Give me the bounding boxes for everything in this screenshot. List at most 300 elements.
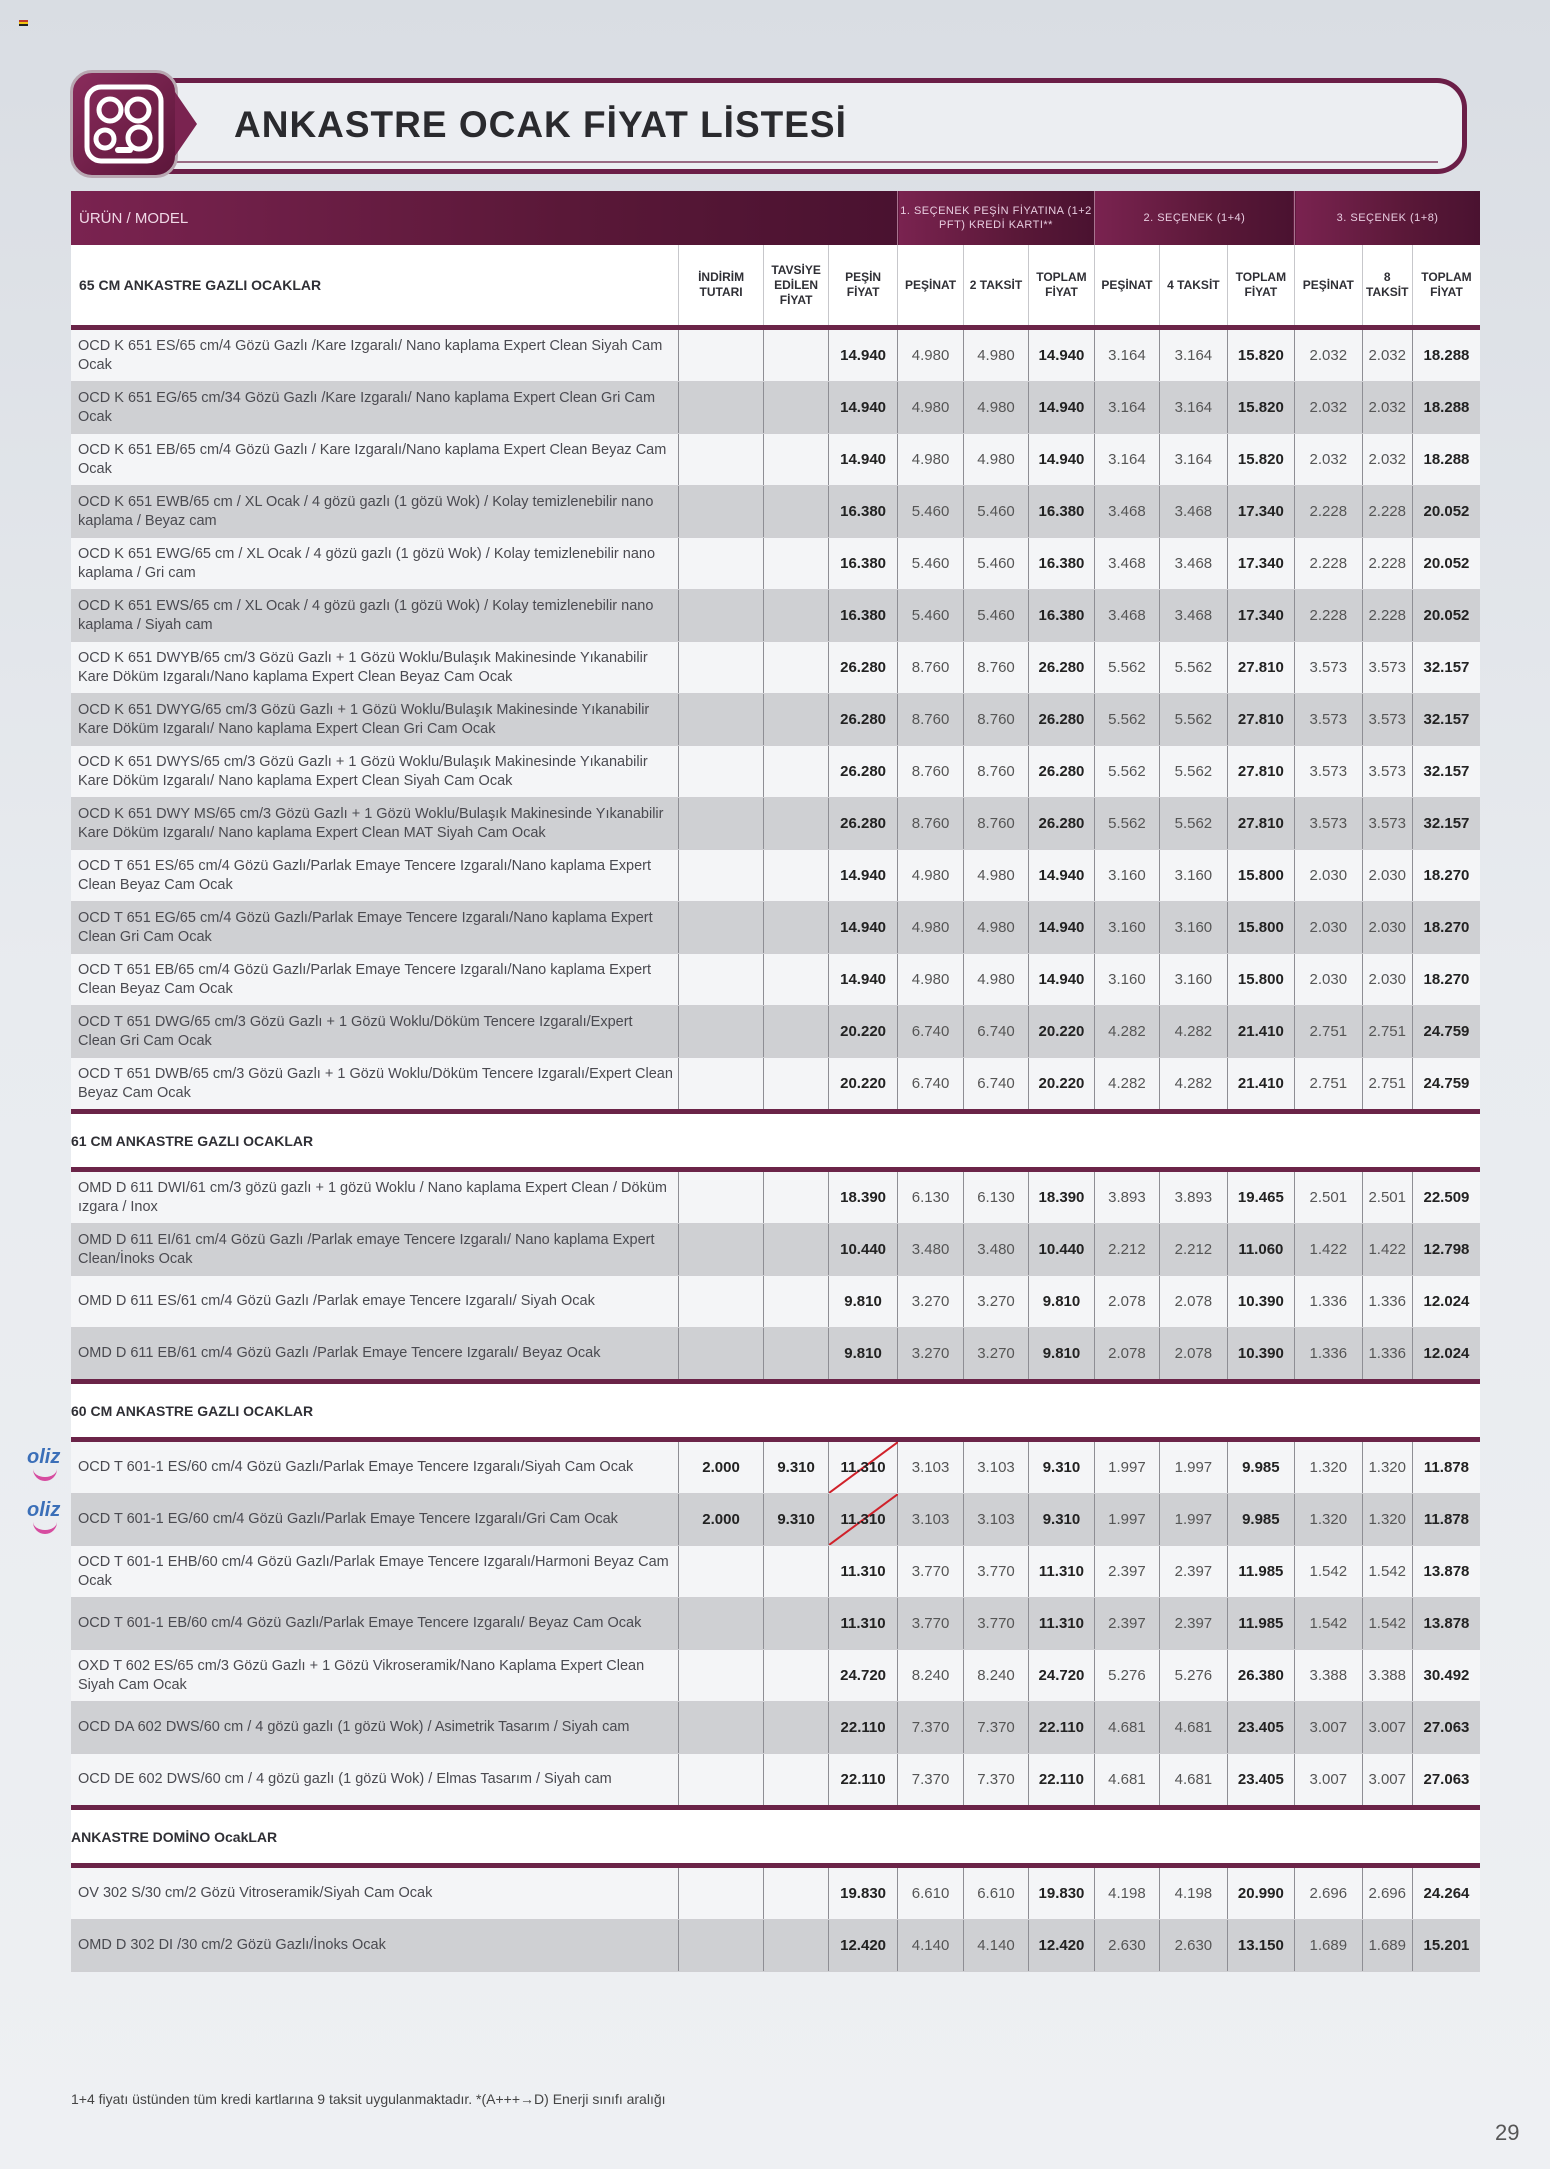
column-header: TOPLAM FİYAT — [1029, 245, 1094, 328]
price-cell — [764, 1702, 828, 1754]
price-cell: 26.280 — [1029, 694, 1094, 746]
price-cell: 3.573 — [1362, 798, 1412, 850]
price-cell: 3.388 — [1295, 1650, 1362, 1702]
price-cell: 5.460 — [963, 538, 1028, 590]
price-cell: 24.264 — [1412, 1866, 1480, 1920]
column-header: PEŞİNAT — [898, 245, 963, 328]
price-cell: 12.420 — [1029, 1920, 1094, 1972]
price-cell: 27.810 — [1227, 746, 1294, 798]
price-cell: 3.164 — [1094, 328, 1159, 382]
price-cell: 16.380 — [1029, 538, 1094, 590]
price-cell: 3.468 — [1094, 538, 1159, 590]
price-cell: 14.940 — [828, 850, 897, 902]
price-cell: 8.760 — [898, 746, 963, 798]
price-cell: 16.380 — [828, 590, 897, 642]
price-cell: 9.985 — [1227, 1494, 1294, 1546]
price-cell: 2.078 — [1160, 1276, 1227, 1328]
table-row — [71, 1650, 1480, 1702]
price-cell: 1.320 — [1362, 1494, 1412, 1546]
price-cell: 2.030 — [1295, 902, 1362, 954]
price-cell: 1.320 — [1362, 1440, 1412, 1494]
table-row — [71, 954, 1480, 1006]
price-cell: 3.770 — [898, 1546, 963, 1598]
price-cell: 5.276 — [1160, 1650, 1227, 1702]
price-cell: 2.212 — [1160, 1224, 1227, 1276]
section-row — [71, 1382, 1480, 1440]
price-cell: 1.997 — [1094, 1494, 1159, 1546]
table-row — [71, 1224, 1480, 1276]
table-row — [71, 642, 1480, 694]
price-cell — [764, 1920, 828, 1972]
price-cell: 14.940 — [1029, 902, 1094, 954]
table-row — [71, 1866, 1480, 1920]
price-cell: 4.140 — [963, 1920, 1028, 1972]
price-cell: 14.940 — [1029, 850, 1094, 902]
price-cell: 2.228 — [1362, 590, 1412, 642]
struck-price-value: 11.310 — [840, 1459, 886, 1476]
column-header: 8 TAKSİT — [1362, 245, 1412, 328]
price-cell: 16.380 — [828, 538, 897, 590]
model-name: OCD K 651 DWY MS/65 cm/3 Gözü Gazlı + 1 Gözü Woklu/Bulaşık Makinesinde Yıkanabilir Kare Döküm Izgaralı/ Nano kaplama Expert Clean MAT Siyah Cam Ocak — [71, 798, 678, 850]
price-cell: 4.681 — [1160, 1702, 1227, 1754]
price-cell: 11.310 — [1029, 1546, 1094, 1598]
model-name: OMD D 611 DWI/61 cm/3 gözü gazlı + 1 gözü Woklu / Nano kaplama Expert Clean / Döküm ızgara / Inox — [71, 1170, 678, 1224]
price-cell: 3.270 — [898, 1276, 963, 1328]
price-cell: 1.336 — [1362, 1328, 1412, 1382]
price-cell: 8.240 — [963, 1650, 1028, 1702]
price-cell: 22.509 — [1412, 1170, 1480, 1224]
price-cell: 24.720 — [1029, 1650, 1094, 1702]
price-cell — [764, 1754, 828, 1808]
price-cell: 1.997 — [1160, 1440, 1227, 1494]
price-cell: 7.370 — [963, 1702, 1028, 1754]
price-cell: 3.007 — [1362, 1702, 1412, 1754]
price-cell: 3.770 — [963, 1598, 1028, 1650]
price-cell — [678, 642, 764, 694]
model-name: OCD K 651 DWYG/65 cm/3 Gözü Gazlı + 1 Gözü Woklu/Bulaşık Makinesinde Yıkanabilir Kare Döküm Izgaralı/ Nano kaplama Expert Clean Gri Cam Ocak — [71, 694, 678, 746]
price-cell: 2.030 — [1362, 954, 1412, 1006]
table-row — [71, 902, 1480, 954]
price-cell — [764, 1170, 828, 1224]
price-cell: 3.007 — [1295, 1702, 1362, 1754]
price-cell: 10.390 — [1227, 1276, 1294, 1328]
price-cell — [678, 1546, 764, 1598]
price-cell: 22.110 — [1029, 1702, 1094, 1754]
model-name: OCD K 651 DWYB/65 cm/3 Gözü Gazlı + 1 Gözü Woklu/Bulaşık Makinesinde Yıkanabilir Kare Döküm Izgaralı/Nano kaplama Expert Clean Beyaz Cam Ocak — [71, 642, 678, 694]
price-cell — [678, 1276, 764, 1328]
column-header: İNDİRİM TUTARI — [678, 245, 764, 328]
price-cell — [678, 746, 764, 798]
price-cell: 4.980 — [963, 902, 1028, 954]
table-row — [71, 1006, 1480, 1058]
price-cell: 5.562 — [1160, 642, 1227, 694]
column-header: TAVSİYE EDİLEN FİYAT — [764, 245, 828, 328]
price-cell: 8.760 — [898, 642, 963, 694]
section-title: 60 CM ANKASTRE GAZLI OCAKLAR — [71, 1382, 1480, 1440]
price-cell: 20.220 — [828, 1006, 897, 1058]
price-cell: 7.370 — [898, 1702, 963, 1754]
oliz-smile-mark — [33, 1520, 57, 1534]
table-row — [71, 434, 1480, 486]
price-cell: 26.380 — [1227, 1650, 1294, 1702]
price-cell: 2.751 — [1295, 1058, 1362, 1112]
price-cell: 3.007 — [1295, 1754, 1362, 1808]
model-name: OCD DA 602 DWS/60 cm / 4 gözü gazlı (1 gözü Wok) / Asimetrik Tasarım / Siyah cam — [71, 1702, 678, 1754]
price-cell: 8.760 — [963, 798, 1028, 850]
price-cell — [764, 1598, 828, 1650]
price-cell: 18.288 — [1412, 328, 1480, 382]
price-cell: 4.681 — [1094, 1754, 1159, 1808]
column-header: PEŞİN FİYAT — [828, 245, 897, 328]
model-name: OCD T 601-1 EG/60 cm/4 Gözü Gazlı/Parlak Emaye Tencere Izgaralı/Gri Cam Ocak — [71, 1494, 678, 1546]
price-cell — [764, 590, 828, 642]
price-cell: 27.810 — [1227, 798, 1294, 850]
price-cell: 6.610 — [963, 1866, 1028, 1920]
price-cell: 9.310 — [1029, 1440, 1094, 1494]
price-cell: 21.410 — [1227, 1058, 1294, 1112]
price-cell: 22.110 — [1029, 1754, 1094, 1808]
price-cell: 2.228 — [1295, 538, 1362, 590]
price-cell: 32.157 — [1412, 642, 1480, 694]
price-cell: 18.270 — [1412, 850, 1480, 902]
table-row — [71, 1702, 1480, 1754]
price-cell: 2.030 — [1295, 954, 1362, 1006]
oliz-badge-icon — [27, 1500, 65, 1540]
price-cell — [764, 538, 828, 590]
price-cell: 20.052 — [1412, 486, 1480, 538]
price-cell: 10.440 — [1029, 1224, 1094, 1276]
price-cell: 3.160 — [1094, 954, 1159, 1006]
model-name: OMD D 302 DI /30 cm/2 Gözü Gazlı/İnoks Ocak — [71, 1920, 678, 1972]
price-cell: 16.380 — [1029, 590, 1094, 642]
price-cell: 9.310 — [1029, 1494, 1094, 1546]
table-row — [71, 1494, 1480, 1546]
price-cell: 5.276 — [1094, 1650, 1159, 1702]
column-header: TOPLAM FİYAT — [1227, 245, 1294, 328]
price-cell — [764, 746, 828, 798]
price-cell: 32.157 — [1412, 746, 1480, 798]
section-row — [71, 1112, 1480, 1170]
price-cell — [764, 694, 828, 746]
price-cell: 11.310 — [1029, 1598, 1094, 1650]
price-table — [71, 191, 1480, 1972]
price-cell — [678, 1598, 764, 1650]
price-cell: 4.681 — [1160, 1754, 1227, 1808]
price-cell: 3.893 — [1160, 1170, 1227, 1224]
model-name: OMD D 611 EI/61 cm/4 Gözü Gazlı /Parlak emaye Tencere Izgaralı/ Nano kaplama Expert Clean/İnoks Ocak — [71, 1224, 678, 1276]
price-cell: 3.103 — [898, 1440, 963, 1494]
price-cell: 6.740 — [963, 1058, 1028, 1112]
price-cell: 2.751 — [1295, 1006, 1362, 1058]
price-cell: 1.689 — [1295, 1920, 1362, 1972]
price-cell: 5.562 — [1094, 798, 1159, 850]
column-header: PEŞİNAT — [1295, 245, 1362, 328]
price-cell: 14.940 — [1029, 434, 1094, 486]
table-row — [71, 1276, 1480, 1328]
price-cell: 26.280 — [828, 746, 897, 798]
price-cell: 3.573 — [1362, 694, 1412, 746]
option-2-header: 2. SEÇENEK (1+4) — [1094, 191, 1294, 245]
table-row — [71, 590, 1480, 642]
oliz-logo-text: oliz — [27, 1445, 61, 1468]
price-cell: 4.282 — [1160, 1006, 1227, 1058]
price-cell: 14.940 — [1029, 382, 1094, 434]
price-cell: 2.032 — [1295, 434, 1362, 486]
table-row — [71, 1546, 1480, 1598]
price-cell — [764, 850, 828, 902]
price-cell: 4.980 — [898, 902, 963, 954]
price-cell: 11.310 — [828, 1546, 897, 1598]
price-cell — [678, 1866, 764, 1920]
table-row — [71, 1920, 1480, 1972]
price-cell: 9.310 — [764, 1494, 828, 1546]
price-cell: 8.240 — [898, 1650, 963, 1702]
model-name: OCD T 651 DWB/65 cm/3 Gözü Gazlı + 1 Gözü Woklu/Döküm Tencere Izgaralı/Expert Clean Beyaz Cam Ocak — [71, 1058, 678, 1112]
price-cell: 2.032 — [1295, 382, 1362, 434]
page-title: ANKASTRE OCAK FİYAT LİSTESİ — [234, 104, 847, 145]
price-cell: 18.288 — [1412, 434, 1480, 486]
price-cell: 2.078 — [1094, 1328, 1159, 1382]
model-name: OCD T 651 EG/65 cm/4 Gözü Gazlı/Parlak Emaye Tencere Izgaralı/Nano kaplama Expert Clean Gri Cam Ocak — [71, 902, 678, 954]
model-name: OCD T 601-1 EHB/60 cm/4 Gözü Gazlı/Parlak Emaye Tencere Izgaralı/Harmoni Beyaz Cam Ocak — [71, 1546, 678, 1598]
price-cell: 12.024 — [1412, 1276, 1480, 1328]
price-cell — [678, 590, 764, 642]
price-cell: 7.370 — [963, 1754, 1028, 1808]
price-cell: 1.542 — [1295, 1546, 1362, 1598]
price-cell: 9.985 — [1227, 1440, 1294, 1494]
price-cell: 4.980 — [963, 850, 1028, 902]
price-cell: 2.751 — [1362, 1058, 1412, 1112]
price-cell — [764, 902, 828, 954]
table-row — [71, 538, 1480, 590]
model-name: OCD T 651 DWG/65 cm/3 Gözü Gazlı + 1 Gözü Woklu/Döküm Tencere Izgaralı/Expert Clean Gri Cam Ocak — [71, 1006, 678, 1058]
price-cell — [678, 850, 764, 902]
price-cell: 11.310 — [828, 1598, 897, 1650]
price-cell: 3.164 — [1094, 382, 1159, 434]
price-cell: 3.573 — [1295, 746, 1362, 798]
price-cell: 3.468 — [1094, 486, 1159, 538]
price-cell — [764, 1006, 828, 1058]
price-cell — [678, 902, 764, 954]
price-cell: 2.032 — [1362, 382, 1412, 434]
struck-price-cell — [828, 1440, 897, 1494]
model-name: OMD D 611 ES/61 cm/4 Gözü Gazlı /Parlak emaye Tencere Izgaralı/ Siyah Ocak — [71, 1276, 678, 1328]
price-cell: 9.810 — [828, 1276, 897, 1328]
price-cell: 4.980 — [963, 328, 1028, 382]
price-cell: 32.157 — [1412, 694, 1480, 746]
price-cell: 26.280 — [1029, 642, 1094, 694]
price-cell: 11.878 — [1412, 1440, 1480, 1494]
price-cell: 26.280 — [1029, 746, 1094, 798]
price-cell: 3.573 — [1362, 746, 1412, 798]
price-cell: 3.160 — [1160, 850, 1227, 902]
table-row — [71, 694, 1480, 746]
price-cell: 3.164 — [1094, 434, 1159, 486]
price-cell: 6.740 — [963, 1006, 1028, 1058]
price-cell: 3.103 — [898, 1494, 963, 1546]
price-cell: 3.770 — [898, 1598, 963, 1650]
price-cell — [764, 1866, 828, 1920]
price-cell: 1.542 — [1295, 1598, 1362, 1650]
price-cell: 3.270 — [963, 1328, 1028, 1382]
price-cell — [678, 434, 764, 486]
price-cell: 3.468 — [1160, 590, 1227, 642]
price-cell — [764, 1328, 828, 1382]
column-header-row — [71, 245, 1480, 328]
price-cell: 19.830 — [828, 1866, 897, 1920]
table-body — [71, 245, 1480, 1972]
price-cell: 12.420 — [828, 1920, 897, 1972]
section-title: ANKASTRE DOMİNO OcakLAR — [71, 1808, 1480, 1866]
price-cell: 3.468 — [1160, 538, 1227, 590]
section-row — [71, 1808, 1480, 1866]
price-cell: 2.397 — [1094, 1546, 1159, 1598]
price-cell: 3.468 — [1094, 590, 1159, 642]
price-cell: 1.320 — [1295, 1494, 1362, 1546]
price-cell — [764, 1224, 828, 1276]
model-name: OCD K 651 EB/65 cm/4 Gözü Gazlı / Kare Izgaralı/Nano kaplama Expert Clean Beyaz Cam Ocak — [71, 434, 678, 486]
price-cell — [678, 1058, 764, 1112]
price-cell: 4.282 — [1160, 1058, 1227, 1112]
table-row — [71, 1598, 1480, 1650]
price-cell: 2.000 — [678, 1494, 764, 1546]
price-cell: 1.320 — [1295, 1440, 1362, 1494]
price-cell: 2.078 — [1094, 1276, 1159, 1328]
model-name: OXD T 602 ES/65 cm/3 Gözü Gazlı + 1 Gözü Vikroseramik/Nano Kaplama Expert Clean Siyah Cam Ocak — [71, 1650, 678, 1702]
table-row — [71, 382, 1480, 434]
price-cell: 3.164 — [1160, 434, 1227, 486]
price-cell: 22.110 — [828, 1754, 897, 1808]
price-cell: 3.480 — [898, 1224, 963, 1276]
price-cell: 3.103 — [963, 1440, 1028, 1494]
price-cell: 8.760 — [898, 798, 963, 850]
oliz-smile-mark — [33, 1467, 57, 1481]
price-cell: 2.032 — [1362, 328, 1412, 382]
table-row — [71, 1440, 1480, 1494]
price-cell: 8.760 — [963, 694, 1028, 746]
model-name: OCD K 651 ES/65 cm/4 Gözü Gazlı /Kare Izgaralı/ Nano kaplama Expert Clean Siyah Cam Ocak — [71, 328, 678, 382]
price-cell: 20.990 — [1227, 1866, 1294, 1920]
price-cell: 5.562 — [1160, 798, 1227, 850]
price-cell — [764, 486, 828, 538]
price-cell: 8.760 — [898, 694, 963, 746]
price-cell: 3.893 — [1094, 1170, 1159, 1224]
price-cell — [764, 1546, 828, 1598]
price-cell: 5.562 — [1160, 694, 1227, 746]
price-cell: 8.760 — [963, 642, 1028, 694]
column-header: TOPLAM FİYAT — [1412, 245, 1480, 328]
price-cell: 14.940 — [1029, 954, 1094, 1006]
price-cell: 23.405 — [1227, 1754, 1294, 1808]
price-cell: 2.696 — [1362, 1866, 1412, 1920]
price-cell: 1.336 — [1295, 1276, 1362, 1328]
price-cell: 5.562 — [1094, 642, 1159, 694]
price-cell: 2.501 — [1362, 1170, 1412, 1224]
price-cell: 11.985 — [1227, 1546, 1294, 1598]
price-cell: 12.798 — [1412, 1224, 1480, 1276]
price-cell: 17.340 — [1227, 538, 1294, 590]
struck-price-cell — [828, 1494, 897, 1546]
price-cell: 20.052 — [1412, 590, 1480, 642]
price-cell: 5.460 — [963, 590, 1028, 642]
price-cell: 3.007 — [1362, 1754, 1412, 1808]
table-row — [71, 1170, 1480, 1224]
price-cell: 30.492 — [1412, 1650, 1480, 1702]
column-header: PEŞİNAT — [1094, 245, 1159, 328]
price-cell: 14.940 — [828, 954, 897, 1006]
table-row — [71, 850, 1480, 902]
price-cell: 21.410 — [1227, 1006, 1294, 1058]
price-cell: 1.997 — [1094, 1440, 1159, 1494]
price-cell: 13.878 — [1412, 1546, 1480, 1598]
price-cell: 3.270 — [898, 1328, 963, 1382]
price-cell: 8.760 — [963, 746, 1028, 798]
price-cell: 20.220 — [1029, 1058, 1094, 1112]
price-cell: 14.940 — [1029, 328, 1094, 382]
model-name: OCD T 601-1 ES/60 cm/4 Gözü Gazlı/Parlak Emaye Tencere Izgaralı/Siyah Cam Ocak — [71, 1440, 678, 1494]
table-row — [71, 1328, 1480, 1382]
price-cell: 4.282 — [1094, 1058, 1159, 1112]
price-cell: 1.689 — [1362, 1920, 1412, 1972]
table-row — [71, 1754, 1480, 1808]
model-name: OV 302 S/30 cm/2 Gözü Vitroseramik/Siyah Cam Ocak — [71, 1866, 678, 1920]
price-cell: 5.562 — [1094, 694, 1159, 746]
price-cell: 5.460 — [898, 538, 963, 590]
price-cell: 2.030 — [1362, 850, 1412, 902]
model-name: OCD T 651 ES/65 cm/4 Gözü Gazlı/Parlak Emaye Tencere Izgaralı/Nano kaplama Expert Clean Beyaz Cam Ocak — [71, 850, 678, 902]
price-cell: 11.060 — [1227, 1224, 1294, 1276]
price-cell: 1.542 — [1362, 1546, 1412, 1598]
price-cell: 9.810 — [828, 1328, 897, 1382]
model-name: OCD K 651 EG/65 cm/34 Gözü Gazlı /Kare Izgaralı/ Nano kaplama Expert Clean Gri Cam Ocak — [71, 382, 678, 434]
price-cell: 15.820 — [1227, 434, 1294, 486]
table-row — [71, 1058, 1480, 1112]
price-cell: 2.078 — [1160, 1328, 1227, 1382]
price-cell: 14.940 — [828, 434, 897, 486]
price-cell: 4.980 — [963, 954, 1028, 1006]
price-cell — [764, 328, 828, 382]
price-cell: 6.740 — [898, 1058, 963, 1112]
price-cell: 10.440 — [828, 1224, 897, 1276]
price-cell — [678, 1754, 764, 1808]
price-cell: 24.720 — [828, 1650, 897, 1702]
price-cell: 4.980 — [898, 954, 963, 1006]
model-name: OCD K 651 EWG/65 cm / XL Ocak / 4 gözü gazlı (1 gözü Wok) / Kolay temizlenebilir nano kaplama / Gri cam — [71, 538, 678, 590]
price-cell: 26.280 — [828, 798, 897, 850]
price-cell — [678, 1224, 764, 1276]
price-cell: 2.630 — [1160, 1920, 1227, 1972]
price-cell: 1.997 — [1160, 1494, 1227, 1546]
price-cell: 18.270 — [1412, 954, 1480, 1006]
price-cell: 7.370 — [898, 1754, 963, 1808]
table-row — [71, 798, 1480, 850]
model-name: OCD T 651 EB/65 cm/4 Gözü Gazlı/Parlak Emaye Tencere Izgaralı/Nano kaplama Expert Clean Beyaz Cam Ocak — [71, 954, 678, 1006]
footnote: 1+4 fiyatı üstünden tüm kredi kartlarına 9 taksit uygulanmaktadır. *(A+++→D) Enerji sınıfı aralığı — [71, 2091, 666, 2107]
price-cell: 1.542 — [1362, 1598, 1412, 1650]
price-cell: 2.696 — [1295, 1866, 1362, 1920]
price-cell: 2.228 — [1295, 590, 1362, 642]
price-cell: 3.388 — [1362, 1650, 1412, 1702]
price-cell: 3.573 — [1295, 798, 1362, 850]
price-cell: 3.160 — [1160, 902, 1227, 954]
price-cell — [678, 1328, 764, 1382]
price-cell: 3.160 — [1160, 954, 1227, 1006]
price-cell: 15.800 — [1227, 850, 1294, 902]
price-cell — [678, 486, 764, 538]
price-cell: 3.573 — [1295, 642, 1362, 694]
section-title: 61 CM ANKASTRE GAZLI OCAKLAR — [71, 1112, 1480, 1170]
price-cell: 2.397 — [1094, 1598, 1159, 1650]
